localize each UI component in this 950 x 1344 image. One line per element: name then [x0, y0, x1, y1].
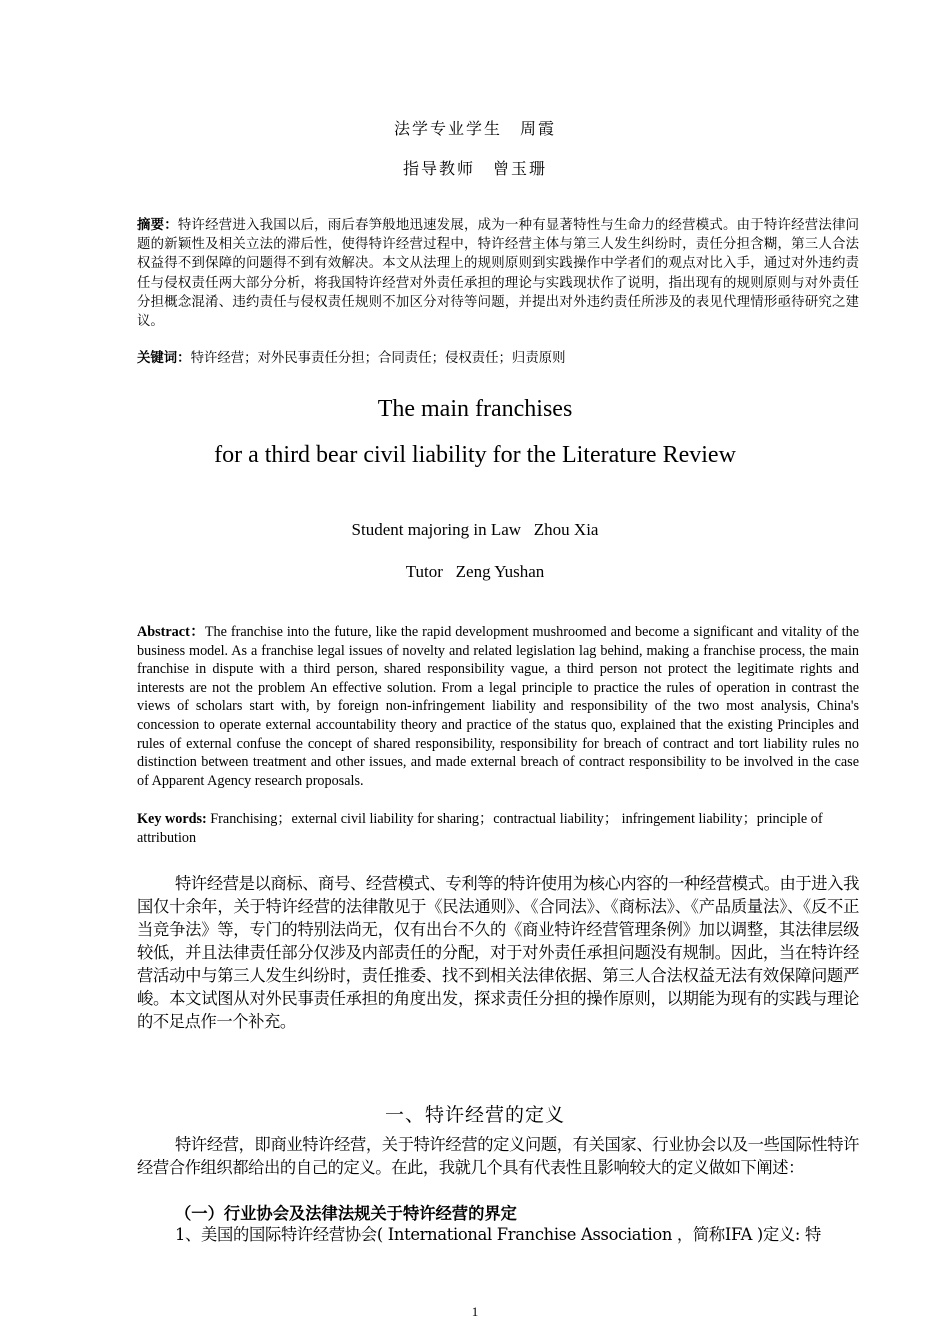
en-abstract-text: The franchise into the future, like the rapid development mushroomed and become a significant and vitality of the business model. As a franchise legal issues of novelty and related legislation lag behind, making a franchise process, the main franchise in dispute with a third person, shared responsibility vague, a third person not protect the legitimate rights and interests are not the problem An effective solution. From a legal principle to practice the rules of operation in contrast the views of scholars start with, by foreign non-infringement liability and responsibility of the two most analysis, China's concession to operate external accountability theory and practice of the status quo, explained that the existing Principles and rules of external confuse the concept of shared responsibility, responsibility for breach of contract and tort liability rules no distinction between treatment and other issues, and made external breach of contract responsibility to be involved in the case of Apparent Agency research proposals.	[137, 624, 860, 789]
en-title-line-1: The main franchises	[377, 396, 573, 422]
cn-abstract-text: 特许经营进入我国以后，雨后春笋般地迅速发展，成为一种有显著特性与生命力的经营模式。由于特许经营法律问题的新颖性及相关立法的滞后性，使得特许经营过程中，特许经营主体与第三人发生纠纷时，责任分担含糊，第三人合法权益得不到保障的问题得不到有效解决。本文从法理上的规则原则到实践操作中学者们的观点对比入手，通过对外违约责任与侵权责任两大部分分析，将我国特许经营对外责任承担的理论与实践现状作了说明，指出现有的规则原则与对外责任分担概念混淆、违约责任与侵权责任规则不加区分对待等问题，并提出对外违约责任所涉及的表见代理情形亟待研究之建议。	[137, 218, 860, 330]
en-keywords	[137, 810, 859, 847]
section-1-paragraph: 特许经营，即商业特许经营，关于特许经营的定义问题，有关国家、行业协会以及一些国际性特许经营合作组织都给出的自己的定义。在此，我就几个具有代表性且影响较大的定义做如下阐述：	[137, 1135, 859, 1177]
en-abstract	[137, 623, 859, 790]
en-author-line: Student majoring in Law Zhou Xia	[351, 520, 599, 539]
cn-keywords	[137, 349, 859, 368]
page-number: 1	[471, 1304, 479, 1319]
intro-paragraph: 特许经营是以商标、商号、经营模式、专利等的特许使用为核心内容的一种经营模式。由于进入我国仅十余年，关于特许经营的法律散见于《民法通则》、《合同法》、《商标法》、《产品质量法》、《反不正当竞争法》等，专门的特别法尚无，仅有出台不久的《商业特许经营管理条例》加以调整，其法律层级较低，并且法律责任部分仅涉及内部责任的分配，对于对外责任承担问题没有规制。因此，当在特许经营活动中与第三人发生纠纷时，责任推委、找不到相关法律依据、第三人合法权益无法有效保障问题严峻。本文试图从对外民事责任承担的角度出发，探求责任分担的操作原则，以期能为现有的实践与理论的不足点作一个补充。	[137, 874, 859, 1031]
item-1-paragraph: 1、美国的国际特许经营协会( International Franchise Association ，简称IFA )定义: 特	[175, 1225, 821, 1244]
cn-author-line: 法学专业学生 周霞	[393, 119, 556, 138]
en-tutor-line: Tutor Zeng Yushan	[405, 562, 545, 581]
cn-abstract	[137, 216, 859, 331]
subsection-1-heading: （一）行业协会及法律法规关于特许经营的界定	[175, 1204, 517, 1223]
en-keywords-label: Key words:	[137, 811, 207, 827]
en-keywords-text: Franchising；external civil liability for sharing；contractual liability； infringement liability；principle of attribution	[137, 811, 823, 846]
cn-abstract-label: 摘要：	[137, 218, 178, 233]
cn-keywords-text: 特许经营；对外民事责任分担；合同责任；侵权责任；归责原则	[190, 351, 566, 366]
cn-tutor-line: 指导教师 曾玉珊	[402, 159, 547, 178]
section-1-heading: 一、特许经营的定义	[384, 1104, 565, 1126]
en-title-line-2: for a third bear civil liability for the Literature Review	[214, 442, 736, 468]
en-abstract-label: Abstract：	[137, 624, 205, 640]
cn-keywords-label: 关键词：	[137, 351, 191, 366]
